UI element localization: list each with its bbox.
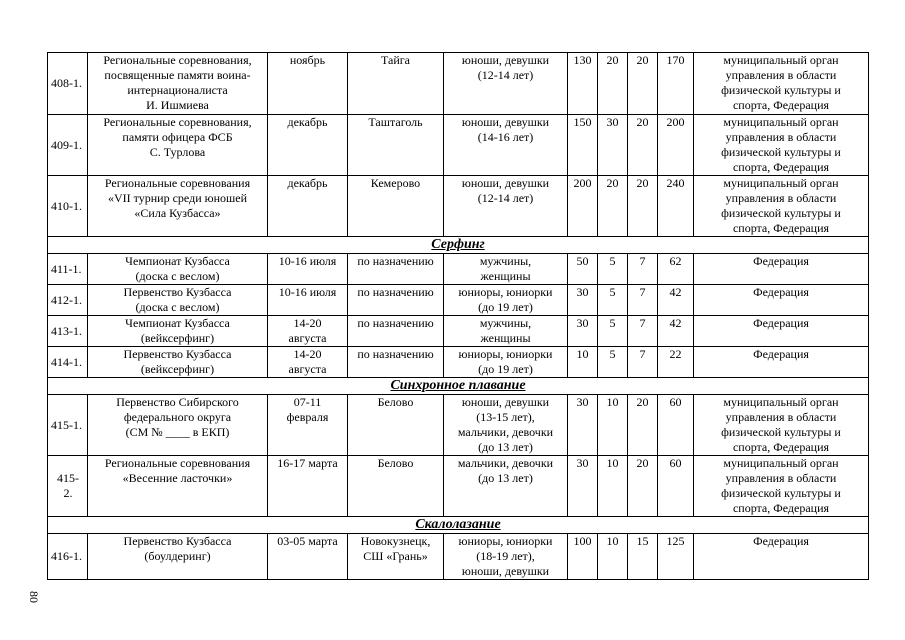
event-place: Белово xyxy=(348,395,444,456)
event-total: 170 xyxy=(658,53,694,115)
event-count-1: 150 xyxy=(568,115,598,176)
event-count-3: 7 xyxy=(628,285,658,316)
event-participants: мужчины, женщины xyxy=(444,254,568,285)
table-row xyxy=(48,53,869,115)
event-count-2: 5 xyxy=(598,254,628,285)
event-participants: юниоры, юниорки (до 19 лет) xyxy=(444,347,568,378)
table-body xyxy=(48,53,869,580)
event-participants: юноши, девушки (12-14 лет) xyxy=(444,53,568,115)
event-total: 60 xyxy=(658,456,694,517)
event-name: Первенство Кузбасса (боулдеринг) xyxy=(88,534,268,580)
event-place: Белово xyxy=(348,456,444,517)
event-organizer: муниципальный орган управления в области физической культуры и спорта, Федерация xyxy=(694,456,869,517)
table-row xyxy=(48,534,869,580)
event-organizer: муниципальный орган управления в области физической культуры и спорта, Федерация xyxy=(694,176,869,237)
event-number: 415-1. xyxy=(48,395,88,456)
event-place: по назначению xyxy=(348,316,444,347)
event-count-2: 20 xyxy=(598,53,628,115)
event-number: 415- 2. xyxy=(48,456,88,517)
event-count-1: 50 xyxy=(568,254,598,285)
event-number: 412-1. xyxy=(48,285,88,316)
event-participants: юноши, девушки (13-15 лет), мальчики, девочки (до 13 лет) xyxy=(444,395,568,456)
event-place: по назначению xyxy=(348,254,444,285)
event-total: 42 xyxy=(658,316,694,347)
event-count-3: 15 xyxy=(628,534,658,580)
event-count-1: 10 xyxy=(568,347,598,378)
event-count-2: 5 xyxy=(598,347,628,378)
event-name: Региональные соревнования, памяти офицера ФСБ С. Турлова xyxy=(88,115,268,176)
event-organizer: Федерация xyxy=(694,347,869,378)
event-name: Региональные соревнования «Весенние ласточки» xyxy=(88,456,268,517)
event-name: Первенство Сибирского федерального округа (СМ № ____ в ЕКП) xyxy=(88,395,268,456)
event-total: 62 xyxy=(658,254,694,285)
event-participants: мальчики, девочки (до 13 лет) xyxy=(444,456,568,517)
event-number: 414-1. xyxy=(48,347,88,378)
section-row xyxy=(48,237,869,254)
section-title: Серфинг xyxy=(48,237,869,254)
event-participants: юноши, девушки (14-16 лет) xyxy=(444,115,568,176)
event-count-1: 30 xyxy=(568,285,598,316)
event-count-3: 20 xyxy=(628,53,658,115)
event-count-1: 130 xyxy=(568,53,598,115)
event-participants: юниоры, юниорки (до 19 лет) xyxy=(444,285,568,316)
event-count-3: 7 xyxy=(628,316,658,347)
event-date: 16-17 марта xyxy=(268,456,348,517)
event-count-1: 200 xyxy=(568,176,598,237)
event-date: 10-16 июля xyxy=(268,254,348,285)
event-count-3: 7 xyxy=(628,347,658,378)
section-row xyxy=(48,517,869,534)
event-date: 14-20 августа xyxy=(268,316,348,347)
event-total: 42 xyxy=(658,285,694,316)
event-date: декабрь xyxy=(268,115,348,176)
event-count-2: 5 xyxy=(598,316,628,347)
section-title: Скалолазание xyxy=(48,517,869,534)
table-row xyxy=(48,285,869,316)
event-organizer: муниципальный орган управления в области физической культуры и спорта, Федерация xyxy=(694,115,869,176)
event-number: 408-1. xyxy=(48,53,88,115)
table-row xyxy=(48,395,869,456)
table-row xyxy=(48,254,869,285)
table-row xyxy=(48,347,869,378)
event-place: Кемерово xyxy=(348,176,444,237)
event-count-1: 30 xyxy=(568,456,598,517)
event-count-3: 20 xyxy=(628,176,658,237)
event-organizer: Федерация xyxy=(694,285,869,316)
event-count-1: 30 xyxy=(568,395,598,456)
event-date: 10-16 июля xyxy=(268,285,348,316)
event-date: ноябрь xyxy=(268,53,348,115)
event-count-2: 10 xyxy=(598,534,628,580)
event-count-2: 5 xyxy=(598,285,628,316)
event-organizer: муниципальный орган управления в области физической культуры и спорта, Федерация xyxy=(694,53,869,115)
event-date: 03-05 марта xyxy=(268,534,348,580)
event-date: декабрь xyxy=(268,176,348,237)
event-participants: мужчины, женщины xyxy=(444,316,568,347)
event-number: 416-1. xyxy=(48,534,88,580)
event-number: 411-1. xyxy=(48,254,88,285)
event-number: 409-1. xyxy=(48,115,88,176)
event-name: Чемпионат Кузбасса (вейксерфинг) xyxy=(88,316,268,347)
event-date: 07-11 февраля xyxy=(268,395,348,456)
event-total: 240 xyxy=(658,176,694,237)
event-total: 22 xyxy=(658,347,694,378)
event-name: Чемпионат Кузбасса (доска с веслом) xyxy=(88,254,268,285)
event-organizer: Федерация xyxy=(694,316,869,347)
event-place: Новокузнецк, СШ «Грань» xyxy=(348,534,444,580)
event-count-2: 30 xyxy=(598,115,628,176)
event-count-3: 20 xyxy=(628,115,658,176)
event-count-2: 20 xyxy=(598,176,628,237)
event-count-3: 20 xyxy=(628,456,658,517)
event-participants: юниоры, юниорки (18-19 лет), юноши, девушки xyxy=(444,534,568,580)
event-place: Тайга xyxy=(348,53,444,115)
table-row xyxy=(48,115,869,176)
event-name: Первенство Кузбасса (вейксерфинг) xyxy=(88,347,268,378)
event-organizer: Федерация xyxy=(694,254,869,285)
event-count-3: 7 xyxy=(628,254,658,285)
event-name: Региональные соревнования «VII турнир среди юношей «Сила Кузбасса» xyxy=(88,176,268,237)
schedule-table xyxy=(47,52,869,580)
table-row xyxy=(48,456,869,517)
table-row xyxy=(48,176,869,237)
event-count-3: 20 xyxy=(628,395,658,456)
section-row xyxy=(48,378,869,395)
event-name: Региональные соревнования, посвященные памяти воина- интернационалиста И. Ишмиева xyxy=(88,53,268,115)
event-participants: юноши, девушки (12-14 лет) xyxy=(444,176,568,237)
event-place: по назначению xyxy=(348,347,444,378)
event-date: 14-20 августа xyxy=(268,347,348,378)
event-organizer: Федерация xyxy=(694,534,869,580)
event-total: 60 xyxy=(658,395,694,456)
event-number: 413-1. xyxy=(48,316,88,347)
event-name: Первенство Кузбасса (доска с веслом) xyxy=(88,285,268,316)
event-count-2: 10 xyxy=(598,395,628,456)
event-total: 125 xyxy=(658,534,694,580)
event-number: 410-1. xyxy=(48,176,88,237)
event-total: 200 xyxy=(658,115,694,176)
table-row xyxy=(48,316,869,347)
event-place: по назначению xyxy=(348,285,444,316)
event-count-1: 100 xyxy=(568,534,598,580)
event-count-2: 10 xyxy=(598,456,628,517)
event-place: Таштаголь xyxy=(348,115,444,176)
section-title: Синхронное плавание xyxy=(48,378,869,395)
event-count-1: 30 xyxy=(568,316,598,347)
page-number: 80 xyxy=(27,591,41,603)
event-organizer: муниципальный орган управления в области физической культуры и спорта, Федерация xyxy=(694,395,869,456)
